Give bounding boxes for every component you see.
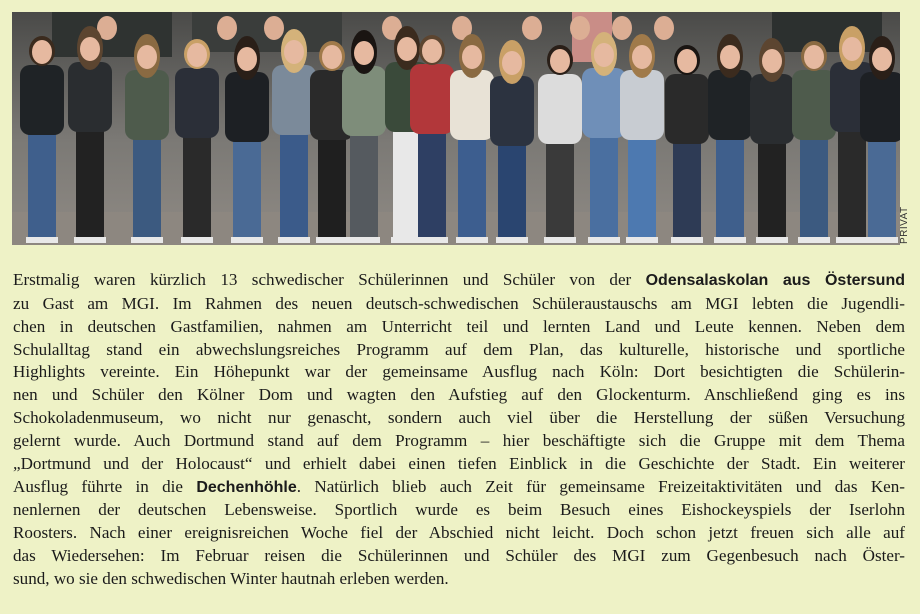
- article-text: das Wiedersehen: Im Februar reisen die Schülerinnen und Schüler des MGI zum Gegenbesuch nach Öster-: [13, 546, 905, 566]
- article-text: zu Gast am MGI. Im Rahmen des neuen deutsch-schwedischen Schüleraustauschs am MGI lebten die Jugendli-: [13, 293, 905, 313]
- article-text: „Dortmund und der Holocaust“ und erhielt dabei einen tiefen Einblick in die Geschichte der Stadt. Ein weiterer: [13, 453, 905, 473]
- article-text: Ausflug führte in die: [13, 476, 197, 496]
- article-line: [13, 499, 905, 522]
- article-line: [13, 269, 905, 293]
- group-photo-illustration: [12, 12, 900, 245]
- article-line: [13, 316, 905, 339]
- article-line: [13, 293, 905, 316]
- group-photo: [12, 12, 900, 245]
- article-line: [13, 384, 905, 407]
- article-line: [13, 476, 905, 500]
- student-head: [217, 16, 237, 40]
- article-text: sund, wo sie den schwedischen Winter hautnah erleben werden.: [13, 568, 449, 588]
- article-line: [13, 430, 905, 453]
- student-head: [570, 16, 590, 40]
- article-line: [13, 568, 905, 591]
- article-line: [13, 522, 905, 545]
- student-head: [612, 16, 632, 40]
- article-text: Roosters. Nach einer ereignisreichen Woche fiel der Abschied nicht leicht. Doch schon jetzt freuen sich alle auf: [13, 523, 905, 543]
- student-head: [264, 16, 284, 40]
- article-line: [13, 407, 905, 430]
- article-text: gelernt wurde. Auch Dortmund stand auf dem Programm – hier beschäftigte sich die Gruppe mit dem Thema: [13, 430, 905, 450]
- article-text: nen und Schüler den Kölner Dom und wagten den Aufstieg auf den Glockenturm. Anschließend ging es ins: [13, 385, 905, 405]
- article-text: . Natürlich blieb auch Zeit für gemeinsame Freizeitaktivitäten und das Ken-: [296, 476, 905, 496]
- article-text: nenlernen der deutschen Lebensweise. Sportlich wurde es beim Besuch eines Eishockeyspiels der Iserlohn: [13, 500, 905, 520]
- article-text: Schokoladenmuseum, wo nicht nur genascht, sondern auch viel über die Herstellung der süßen Versuchung: [13, 408, 905, 428]
- student-head: [522, 16, 542, 40]
- student-head: [654, 16, 674, 40]
- photo-credit: PRIVAT: [899, 206, 910, 244]
- article-line: [13, 453, 905, 476]
- article-body: [13, 269, 905, 591]
- highlighted-name: Odensalaskolan aus Östersund: [645, 272, 905, 289]
- article-line: [13, 339, 905, 362]
- highlighted-name: Dechenhöhle: [196, 478, 297, 496]
- article-text: Schulalltag stand ein abwechslungsreiches Programm auf dem Plan, das kulturelle, historische und sportliche: [13, 339, 905, 359]
- article-line: [13, 361, 905, 384]
- article-line: [13, 545, 905, 568]
- article-text: Erstmalig waren kürzlich 13 schwedischer Schülerinnen und Schüler von der: [13, 270, 646, 289]
- article-text: Highlights vereinte. Ein Höhepunkt war der gemeinsame Ausflug nach Köln: Dort besichtigten die Schülerin-: [13, 362, 905, 382]
- article-text: chen in deutschen Gastfamilien, nahmen am Unterricht teil und lernten Land und Leute kennen. Neben dem: [13, 316, 905, 336]
